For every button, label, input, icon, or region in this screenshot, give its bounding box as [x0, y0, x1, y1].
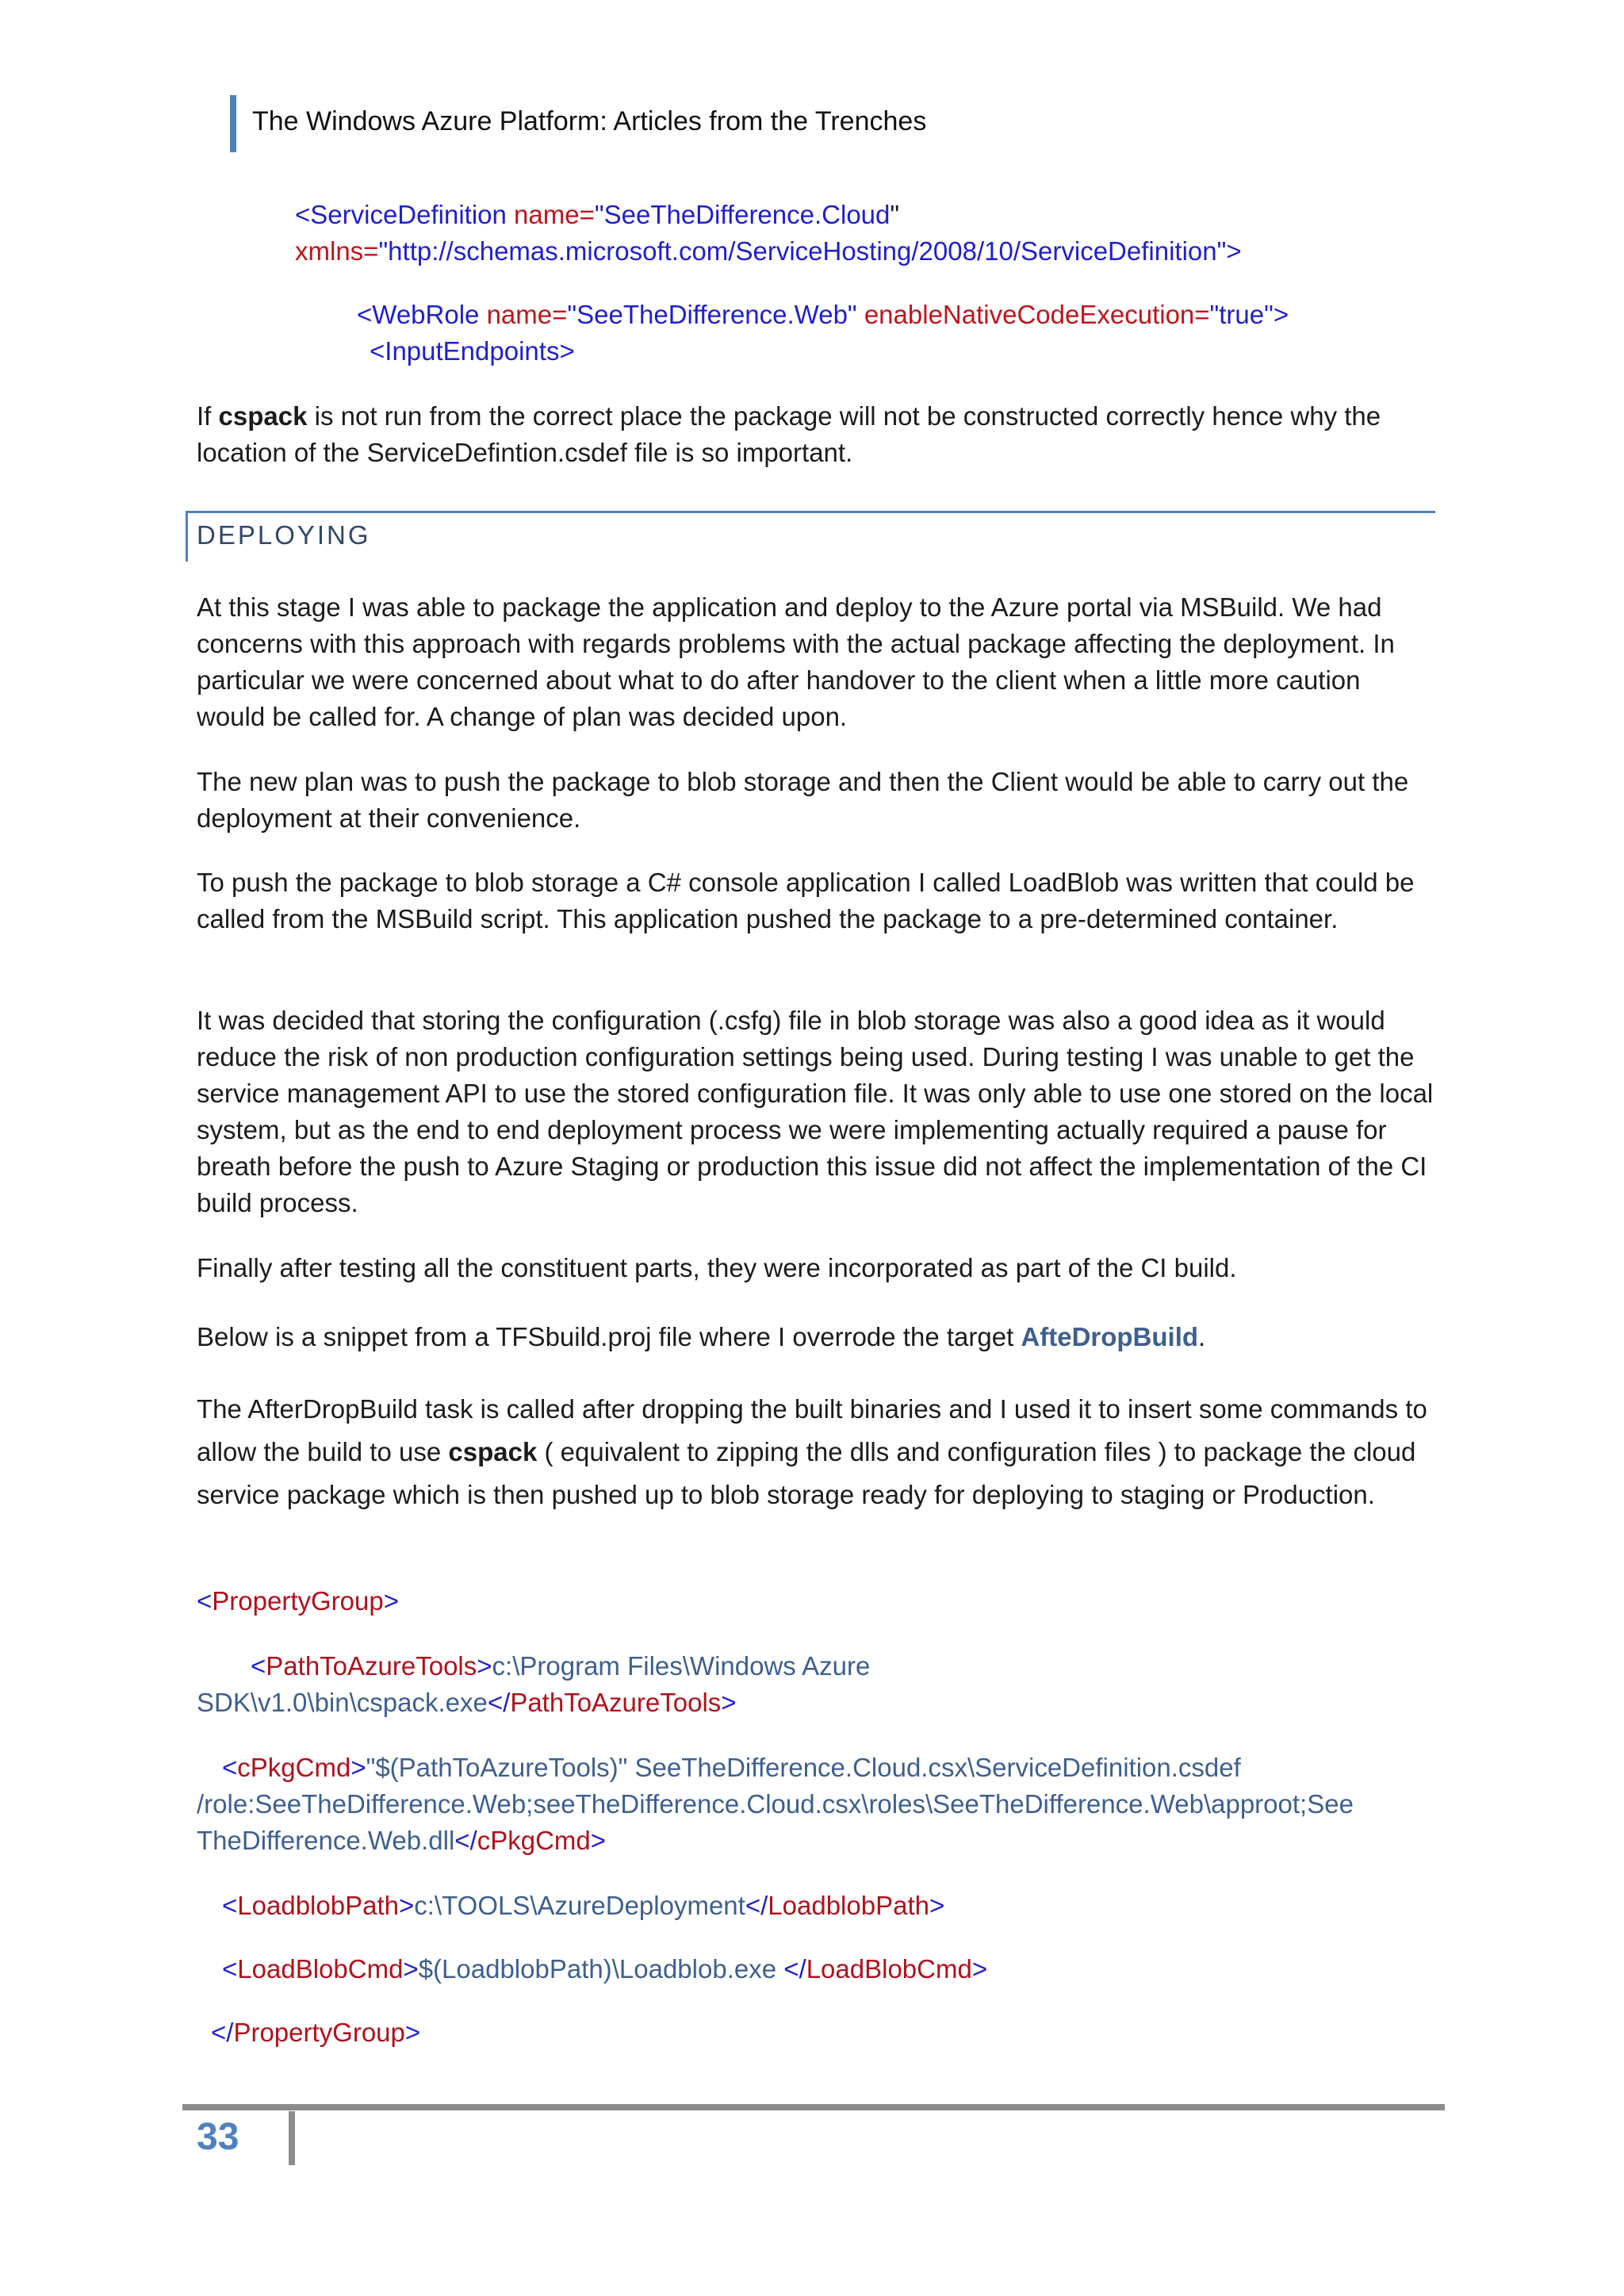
xml-propertygroup-open: <PropertyGroup>: [197, 1586, 399, 1616]
xml-propertygroup-close: </PropertyGroup>: [211, 2018, 421, 2047]
xml-cpkgcmd-line3: TheDifference.Web.dll</cPkgCmd>: [197, 1826, 607, 1855]
afterdropbuild-target: AfteDropBuild: [1021, 1322, 1199, 1351]
paragraph-1: At this stage I was able to package the application and deploy to the Azure portal via MSBuild. We had concerns with this approach with regards problems with the actual package affecting the deployment. In particular we were concerned about what to do after handover to the client when a little more caution would be called for. A change of plan was decided upon.: [197, 592, 1395, 731]
footer-separator: [289, 2111, 295, 2165]
section-rule: [186, 511, 1435, 513]
page-number: 33: [197, 2116, 239, 2158]
cspack-note: If cspack is not run from the correct place the package will not be constructed correctly hence why the location of the ServiceDefintion.csdef file is so important.: [197, 401, 1381, 467]
paragraph-5: Finally after testing all the constituent parts, they were incorporated as part of the CI build.: [197, 1253, 1237, 1282]
xml-cpkgcmd-line1: <cPkgCmd>"$(PathToAzureTools)" SeeTheDifference.Cloud.csx\ServiceDefinition.csdef: [222, 1753, 1241, 1782]
paragraph-6: Below is a snippet from a TFSbuild.proj file where I overrode the target AfteDropBuild.: [197, 1322, 1206, 1351]
paragraph-7: The AfterDropBuild task is called after dropping the built binaries and I used it to insert some commands to allow the build to use cspack ( equivalent to zipping the dlls and configuration files ) to package the cloud service package which is then pushed up to blob storage ready for deploying to staging or Production.: [197, 1394, 1427, 1509]
xml-cpkgcmd-line2: /role:SeeTheDifference.Web;seeTheDifference.Cloud.csx\roles\SeeTheDifference.Web\approot;See: [197, 1789, 1354, 1819]
xml-loadblobcmd: <LoadBlobCmd>$(LoadblobPath)\Loadblob.exe </LoadBlobCmd>: [222, 1954, 988, 1984]
paragraph-3: To push the package to blob storage a C# console application I called LoadBlob was written that could be called from the MSBuild script. This application pushed the package to a pre-determined container.: [197, 868, 1415, 933]
paragraph-4: It was decided that storing the configuration (.csfg) file in blob storage was also a good idea as it would reduce the risk of non production configuration settings being used. During testing I was unable to get the service management API to use the stored configuration file. It was only able to use one stored on the local system, but as the end to end deployment process we were implementing actually required a pause for breath before the push to Azure Staging or production this issue did not affect the implementation of the CI build process.: [197, 1006, 1434, 1217]
xml-line-xmlns: xmlns="http://schemas.microsoft.com/ServiceHosting/2008/10/ServiceDefinition">: [295, 236, 1242, 266]
footer-rule: [182, 2104, 1445, 2110]
xml-path-to-azure-tools-line2: SDK\v1.0\bin\cspack.exe</PathToAzureTools>: [197, 1688, 737, 1717]
xml-line-webrole: <WebRole name="SeeTheDifference.Web" enableNativeCodeExecution="true">: [357, 300, 1289, 329]
header-accent-bar: [230, 95, 236, 152]
xml-path-to-azure-tools-line1: <PathToAzureTools>c:\Program Files\Windows Azure: [251, 1651, 871, 1681]
section-rule-left: [186, 511, 188, 562]
section-heading: DEPLOYING: [197, 520, 371, 550]
xml-line-input-endpoints: <InputEndpoints>: [370, 336, 575, 366]
running-header: The Windows Azure Platform: Articles from the Trenches: [252, 106, 927, 136]
paragraph-2: The new plan was to push the package to blob storage and then the Client would be able to carry out the deployment at their convenience.: [197, 767, 1409, 833]
xml-line-service-definition: <ServiceDefinition name="SeeTheDifference.Cloud": [295, 200, 900, 229]
xml-loadblobpath: <LoadblobPath>c:\TOOLS\AzureDeployment</LoadblobPath>: [222, 1891, 945, 1920]
